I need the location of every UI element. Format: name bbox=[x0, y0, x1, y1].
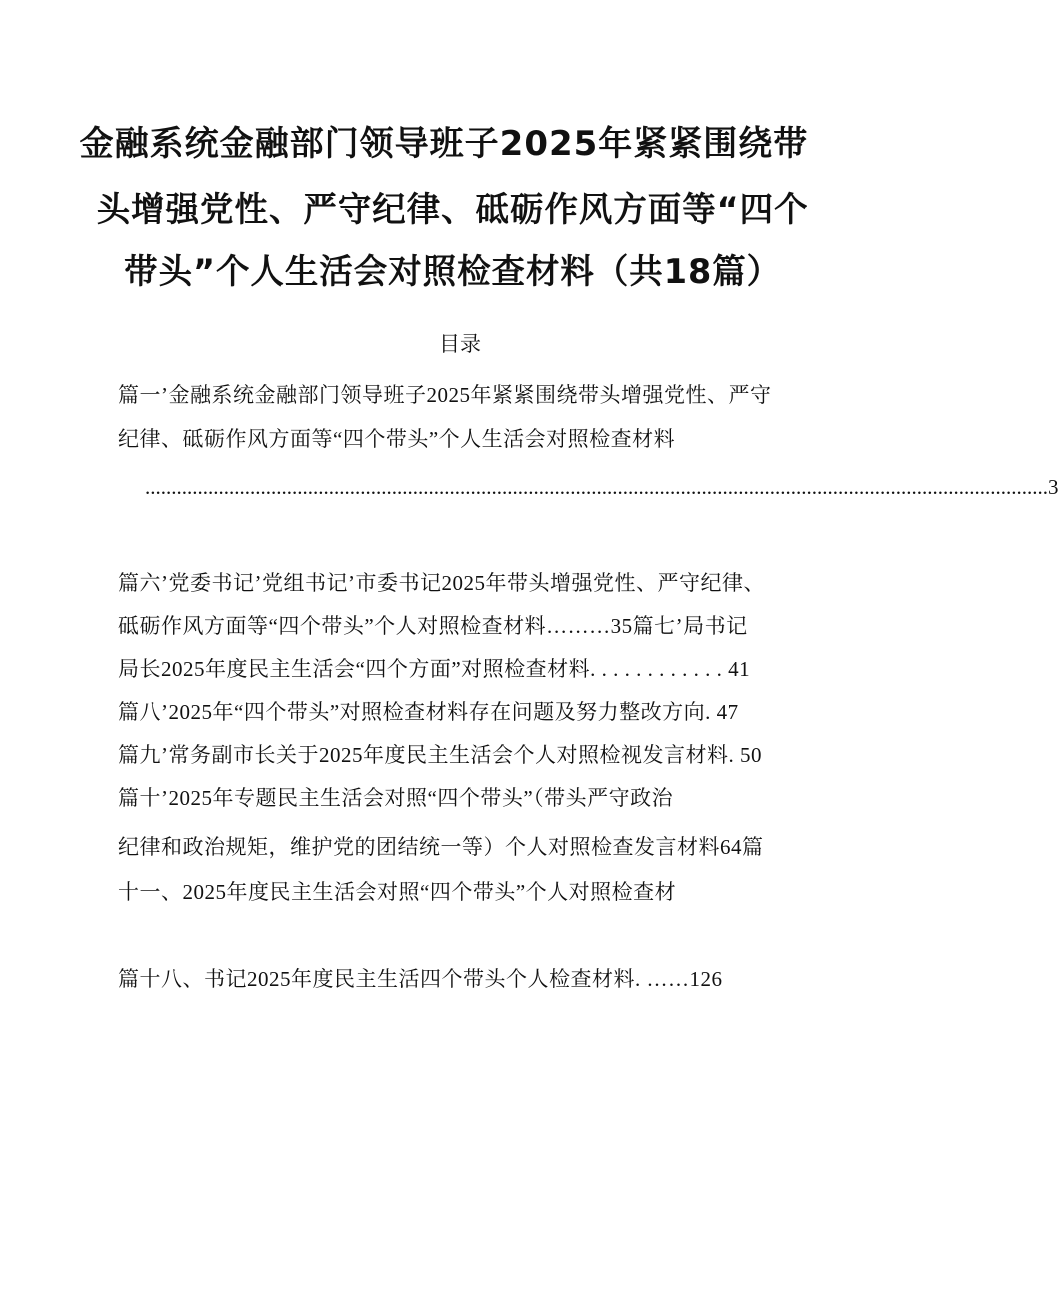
toc-leader-line bbox=[145, 472, 1059, 502]
document-title-line-3: 带头”个人生活会对照检查材料（共18篇） bbox=[124, 252, 782, 292]
toc-line: 局长2025年度民主生活会“四个方面”对照检查材料. . . . . . . . . . . . 41 bbox=[118, 657, 751, 681]
toc-line: 篇九’常务副市长关于2025年度民主生活会个人对照检视发言材料. 50 bbox=[118, 743, 762, 767]
toc-line: 砥砺作风方面等“四个带头”个人对照检查材料………35篇七’局书记 bbox=[118, 614, 748, 638]
toc-heading: 目录 bbox=[439, 332, 481, 356]
toc-line: 篇八’2025年“四个带头”对照检查材料存在问题及努力整改方向. 47 bbox=[118, 700, 739, 724]
toc-line: 纪律和政治规矩，维护党的团结统一等）个人对照检查发言材料64篇 bbox=[118, 835, 764, 859]
document-title-line-1: 金融系统金融部门领导班子2025年紧紧围绕带 bbox=[79, 124, 809, 164]
toc-line: 篇一’金融系统金融部门领导班子2025年紧紧围绕带头增强党性、严守 bbox=[118, 383, 772, 407]
toc-page-number: 3 bbox=[1048, 475, 1059, 499]
document-title-line-2: 头增强党性、严守纪律、砥砺作风方面等“四个 bbox=[96, 190, 809, 230]
toc-line: 篇十’2025年专题民主生活会对照“四个带头”（带头严守政治 bbox=[118, 786, 674, 810]
toc-line: 篇六’党委书记’党组书记’市委书记2025年带头增强党性、严守纪律、 bbox=[118, 571, 765, 595]
toc-line: 纪律、砥砺作风方面等“四个带头”个人生活会对照检查材料 bbox=[118, 427, 676, 451]
toc-line: 十一、2025年度民主生活会对照“四个带头”个人对照检查材 bbox=[118, 880, 677, 904]
dot-leader: ............................................................................................................................................................................ bbox=[145, 475, 1048, 499]
toc-line: 篇十八、书记2025年度民主生活四个带头个人检查材料. ……126 bbox=[118, 967, 723, 991]
